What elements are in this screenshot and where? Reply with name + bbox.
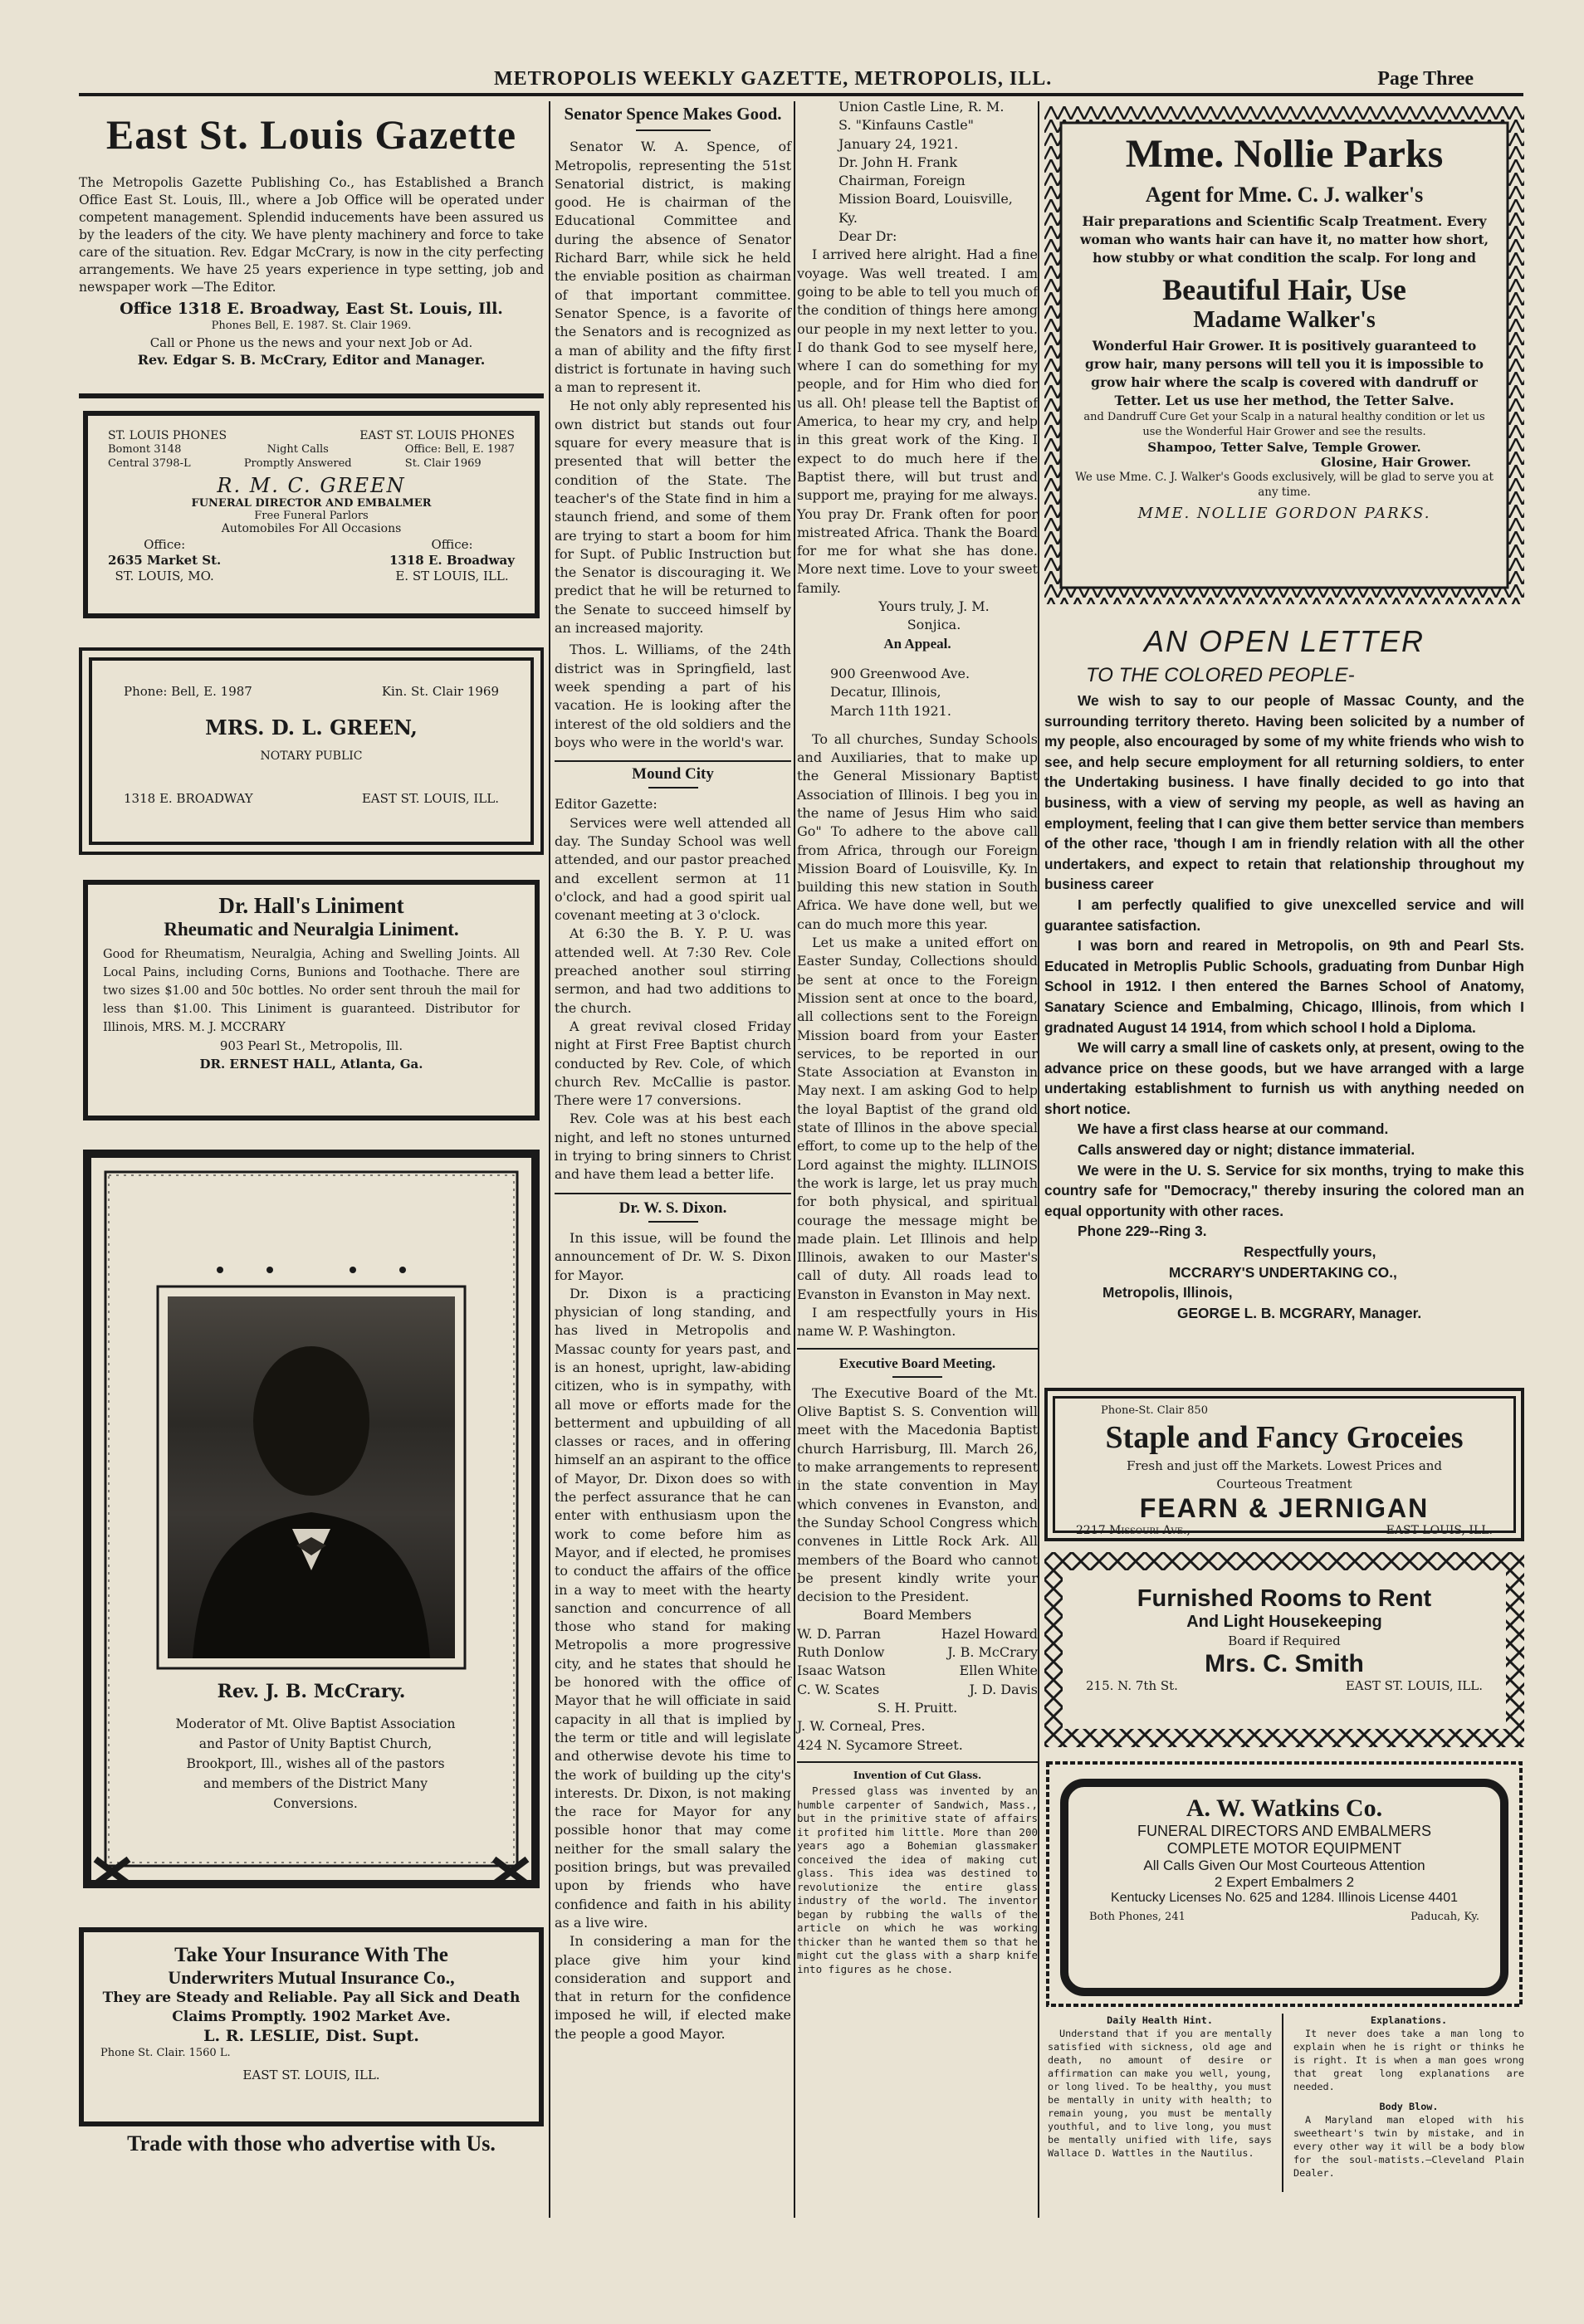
rooms-address: 215. N. 7th St. — [1086, 1678, 1178, 1693]
liniment-address: 903 Pearl St., Metropolis, Ill. — [219, 1038, 403, 1053]
parks-name: Mme. Nollie Parks — [1125, 132, 1444, 176]
letter-recipient: Dr. John H. Frank Chairman, Foreign Mission Board, Louisville, Ky. — [838, 154, 1013, 226]
board-address: 424 N. Sycamore Street. — [797, 1736, 963, 1753]
board-member: Ruth Donlow — [797, 1644, 885, 1661]
board-member: W. D. Parran — [797, 1625, 881, 1642]
headline-rule — [636, 129, 711, 131]
explanations-body: It never does take a man long to explain when he is right or thinks he is right. It is when a man goes wrong that great long explanations are needed. — [1293, 2028, 1524, 2092]
gazette-body: The Metropolis Gazette Publishing Co., has Established a Branch Office East St. Louis, Ill., where a Job Office will be operated under competent management. Splendid inducements have been assured us by the leaders of the city. We have plenty machinery and force to take care of the situation. Rev. Edgar McCrary, is now in the city perfecting arrangements. We have 25 years experience in type setting, job and newspaper work —The Editor. — [79, 175, 544, 295]
column-2 — [555, 98, 791, 2043]
portrait-frame — [79, 1145, 544, 1892]
parks-body4: Shampoo, Tetter Salve, Temple Grower. — [1147, 440, 1421, 455]
parks-agent: Agent for Mme. C. J. walker's — [1145, 183, 1424, 207]
parks-body6: We use Mme. C. J. Walker's Goods exclusively, will be glad to serve you at any time. — [1075, 471, 1494, 499]
office-address: 2635 Market St. — [108, 553, 222, 568]
article-paragraph: In this issue, will be found the announcement of Dr. W. S. Dixon for Mayor. — [555, 1229, 791, 1283]
insurance-phone: Phone St. Clair. 1560 L. — [100, 2047, 231, 2059]
gazette-ad — [79, 100, 544, 398]
headline-rule — [648, 787, 698, 788]
board-member-row — [797, 1662, 1038, 1680]
headline-cut-glass: Invention of Cut Glass. — [853, 1769, 982, 1781]
green-autos: Automobiles For All Occasions — [221, 522, 402, 535]
board-member-row — [797, 1625, 1038, 1643]
insurance-title: Take Your Insurance With The — [174, 1944, 448, 1966]
article-paragraph: Rev. Cole was at his best each night, and left no stones unturned in trying to bring sinners to Christ and have them lead a better life. — [555, 1111, 791, 1183]
night-calls: Night Calls — [266, 443, 329, 456]
letter-phone: Phone 229--Ring 3. — [1078, 1223, 1207, 1240]
gazette-office: Office 1318 E. Broadway, East St. Louis, Ill. — [120, 300, 503, 318]
watkins-city: Paducah, Ky. — [1410, 1911, 1479, 1923]
parks-sign: MME. NOLLIE GORDON PARKS. — [1137, 505, 1431, 522]
notary-city: EAST ST. LOUIS, ILL. — [361, 791, 499, 806]
watkins-t1: FUNERAL DIRECTORS AND EMBALMERS — [1137, 1823, 1432, 1839]
liniment-body: Good for Rheumatism, Neuralgia, Aching and Swelling Joints. All Local Pains, including Corns, Bunions and Toothache. There are two sizes $1.00 and 50c bottles. No order sent throuh the mail for less than $1.00. This Liniment is guaranteed. Distributor for Illinois, MRS. M. J. MCCRARY — [103, 948, 520, 1034]
open-letter-salutation: TO THE COLORED PEOPLE- — [1086, 664, 1355, 686]
parks-body5: Glosine, Hair Grower. — [1320, 455, 1471, 470]
office-city: ST. LOUIS, MO. — [115, 569, 214, 583]
headline-executive-board: Executive Board Meeting. — [838, 1355, 996, 1371]
hints-divider — [1282, 2014, 1283, 2192]
letter-salutation: Dear Dr: — [838, 228, 897, 245]
health-hint-body: Understand that if you are mentally satisfied with sickness, old age and death, no amount of desire or affirmation can make you well, young, or long lived. To be healthy, you must be mentally in unity with health; to remain young, you must be mentally youthful, and to live long, you must be mentally unified with life, says Wallace D. Wattles in the Nautilus. — [1048, 2028, 1272, 2159]
article-rule — [797, 1348, 1038, 1350]
open-letter-title: AN OPEN LETTER — [1143, 624, 1425, 658]
headline-rule — [892, 1376, 942, 1378]
rooms-ad — [1044, 1552, 1524, 1747]
liniment-title: Dr. Hall's Liniment — [218, 893, 404, 918]
green-title: FUNERAL DIRECTOR AND EMBALMER — [191, 497, 432, 510]
article-paragraph: He not only ably represented his own district but stands out four square for every measure that is presented that will better the condition of the State. The teacher's of the State find in him a staunch friend, and some of them are trying to start a boom for him for Supt. of Public Instruction but the Senator is discouraging it. We predict that he will be returned to the Senate to succeed himself by an increased majority. — [555, 398, 791, 637]
letter-paragraph: I was born and reared in Metropolis, on 9th and Pearl Sts. Educated in Metroplis Public Schools, graduating from Dunbar High School in 1912. I then entered the Barnes School of Anatomy, Sanatary Science and Embalming, Chicago, Illinois, from which I gradnated August 14 1914, from which school I hold a Diploma. — [1044, 937, 1524, 1036]
article-paragraph: Senator W. A. Spence, of Metropolis, representing the 51st Senatorial district, is making good. He is chairman of the Educational Committee and during the absence of Senator Richard Barr, while sick he held the enviable position as chairman of that important committee. Senator Spence, is a favorite of the Senators and is recognized as a man of ability and the fifty first district is fortunate in having such a man to represent it. — [555, 139, 791, 396]
rooms-subtitle: And Light Housekeeping — [1186, 1613, 1382, 1631]
east-st-louis-phones-label: EAST ST. LOUIS PHONES — [359, 429, 515, 442]
article-rule — [555, 760, 791, 762]
masthead-rule — [79, 93, 1523, 96]
letter-sign: Yours truly, J. M. Sonjica. — [878, 598, 990, 633]
watkins-ad — [1044, 1760, 1524, 2009]
board-member: C. W. Scates — [797, 1681, 880, 1697]
parks-ad — [1044, 106, 1524, 604]
board-member: S. H. Pruitt. — [877, 1699, 958, 1716]
notary-title: NOTARY PUBLIC — [260, 749, 363, 763]
letter-paragraph: We have a first class hearse at our command. — [1078, 1120, 1389, 1138]
article-paragraph: Dr. Dixon is a practicing physician of long standing, and has lived in Metropolis and Massac county for years past, and is an honest, upright, law-abiding citizen, who is in sympathy, with all move or efforts made for the betterment and upbuilding of all classes or races, and in offering himself an an aspirant to the office of Mayor, Dr. Dixon does so with the perfect assurance that he can enter with enthusiasm upon the work to come before him as Mayor, and if elected, he promises to conduct the affairs of the office in a way to meet with the hearty sanction and concurrence of all those who stand for making Metropolis a more progressive city, and he states that should he be honored with the office of Mayor that he will officiate in said capacity in all that is implied by the term or title and will legislate and otherwise devote his time to the work of building up the city's interests. Dr. Dixon, is not making the race for Mayor for any possible honor that may come neither for the small salary the position brings, but was prevailed upon by friends who have confidence and faith in his ability as a live wire. — [555, 1285, 791, 1931]
watkins-t3: All Calls Given Our Most Courteous Attention — [1143, 1858, 1425, 1873]
rooms-city: EAST ST. LOUIS, ILL. — [1345, 1678, 1483, 1693]
fearn-phone: Phone-St. Clair 850 — [1101, 1404, 1208, 1417]
column-3 — [797, 98, 1038, 1976]
office-address: 1318 E. Broadway — [389, 553, 515, 568]
liniment-sign: DR. ERNEST HALL, Atlanta, Ga. — [199, 1057, 423, 1072]
fearn-name: FEARN & JERNIGAN — [1139, 1493, 1430, 1523]
appeal-address: 900 Greenwood Ave. Decatur, Illinois, March 11th 1921. — [830, 665, 970, 719]
headline-rule — [648, 1221, 698, 1223]
insurance-subtitle: Underwriters Mutual Insurance Co., — [168, 1967, 455, 1988]
rooms-name: Mrs. C. Smith — [1205, 1650, 1364, 1677]
office-label: Office: — [431, 537, 473, 552]
board-member-row — [797, 1681, 1038, 1699]
masthead-title: METROPOLIS WEEKLY GAZETTE, METROPOLIS, ILL. — [494, 68, 1053, 90]
article-rule — [555, 1193, 791, 1194]
board-members-heading: Board Members — [863, 1607, 972, 1623]
parks-big2: Madame Walker's — [1193, 307, 1376, 333]
article-paragraph: I am respectfully yours in His name W. P. Washington. — [797, 1305, 1038, 1340]
article-paragraph: Services were well attended all day. The Sunday School was well attended, and our pastor preached and excellent sermon at 11 o'clock, and had a good spirit ual covenant meeting at 3 o'clock. — [555, 814, 791, 924]
watkins-phones: Both Phones, 241 — [1089, 1911, 1186, 1923]
phone-line: Office: Bell, E. 1987 — [404, 443, 515, 456]
letter-company: MCCRARY'S UNDERTAKING CO., — [1169, 1263, 1397, 1281]
green-parlors: Free Funeral Parlors — [254, 510, 369, 522]
fearn-tagline2: Courteous Treatment — [1216, 1477, 1352, 1492]
parks-body: Hair preparations and Scientific Scalp Treatment. Every woman who wants hair can have it, no matter how short, how stubby or what condition the scalp. For long and — [1080, 213, 1489, 266]
fearn-address: 2217 Missouri Ave., — [1076, 1524, 1190, 1537]
gazette-phones: Phones Bell, E. 1987. St. Clair 1969. — [211, 320, 412, 332]
letter-paragraph: We wish to say to our people of Massac County, and the surrounding territory thereto. Having been solicited by a number of my people, also encouraged by some of my white friends who wish to see, and help secure employment for all returning soldiers, to enter the Undertaking business. I have finally decided to go into that business, with a view of serving my people, as well as having an employment, feeling that I can give them better service than members of the other race, 'though I am in friendly relation with all the other undertakers, and expect to retain that relationship throughout my business career — [1044, 692, 1524, 893]
fearn-tagline: Fresh and just off the Markets. Lowest Prices and — [1126, 1458, 1443, 1473]
board-member: Isaac Watson — [797, 1662, 886, 1679]
article-paragraph: Let us make a united effort on Easter Sunday, Collections should be sent at once to the Foreign Mission sent at once to the board, all collections sent to the Foreign Mission board from your Easter services, to be reported in our State Association at Evanston in May next. I am asking God to help the loyal Baptist of the grand old state of Illinos in the above special effort, to come up to the help of the Lord against the mighty. ILLINOIS the work is large, let us pray much for both physical, and spiritual courage the message might be made plain. Let Illinois and help Illinois, awaken to our Master's call of duty. All roads lead to Evanston in Evanston in May next. — [797, 935, 1038, 1302]
notary-phone: Kin. St. Clair 1969 — [381, 684, 499, 699]
article-paragraph: I arrived here alright. Had a fine voyage. Was well treated. I am going to be able to tell you much of the condition of things here among our people in my next letter to you. I do thank God to see myself here, where I can do something for my people, and for Him who died for us all. Oh! please tell the Baptist of America, to hear my cry, and help in this great work of the King. I expect to do much here if the Baptist there, will but trust and support me, praying for me always. You pray Dr. Frank often for poor mistreated Africa. Thank the Board for me for what she has done. More next time. Love to your sweet family. — [797, 247, 1038, 596]
notary-ad — [79, 647, 544, 855]
liniment-subtitle: Rheumatic and Neuralgia Liniment. — [164, 919, 459, 940]
gazette-call: Call or Phone us the news and your next Job or Ad. — [149, 335, 473, 350]
article-paragraph: In considering a man for the place give him your kind consideration and support and that in return for the confidence imposed he will, if elected make the people a good Mayor. — [555, 1933, 791, 2042]
letter-paragraph: We will carry a small line of caskets only, at present, owing to the advance price on these goods, but we have arranged with a large undertaking establishment to furnish us with anything needed on short notice. — [1044, 1039, 1524, 1117]
fearn-ad — [1044, 1388, 1524, 1541]
watkins-title: A. W. Watkins Co. — [1186, 1794, 1383, 1822]
letter-paragraph: I am perfectly qualified to give unexcelled service and will guarantee satisfaction. — [1044, 896, 1524, 934]
body-blow-body: A Maryland man eloped with his sweetheart's twin by mistake, and in every other way it will be a body blow for the soul-matists.—Cleveland Plain Dealer. — [1293, 2114, 1524, 2179]
insurance-agent: L. R. LESLIE, Dist. Supt. — [203, 2027, 419, 2045]
parks-big: Beautiful Hair, Use — [1162, 273, 1406, 306]
green-name: R. M. C. GREEN — [217, 474, 406, 497]
notary-phone: Phone: Bell, E. 1987 — [124, 684, 252, 699]
portrait-photo — [168, 1296, 455, 1658]
letter-paragraph: We were in the U. S. Service for six months, trying to make this country safe for "Democracy," thereby insuring the colored man an equal opportunity with other races. — [1044, 1161, 1524, 1219]
promptly-answered: Promptly Answered — [243, 457, 352, 470]
board-member: Ellen White — [959, 1662, 1038, 1679]
article-paragraph: A great revival closed Friday night at First Free Baptist church conducted by Rev. Cole, of which church Rev. McCallie is pastor. There were 17 conversions. — [555, 1018, 791, 1109]
portrait-name: Rev. J. B. McCrary. — [217, 1681, 406, 1702]
article-paragraph: The Executive Board of the Mt. Olive Baptist S. S. Convention will meet with the Macedonia Baptist church Harrisburg, Ill. March 26, to make arrangements to represent in the state convention in May which convenes in Evanston, and the Sunday School Congress which convenes in Little Rock Ark. All members of the Board who cannot be present kindly write your decision to the President. — [797, 1384, 1038, 1605]
salutation: Editor Gazette: — [555, 796, 658, 813]
office-label: Office: — [144, 537, 186, 552]
board-member: Hazel Howard — [941, 1625, 1038, 1642]
article-paragraph: To all churches, Sunday Schools and Auxiliaries, that to make up the General Missionary Baptist Association of Illinois. I beg you in the name of Jesus Him who said Go" To adhere to the above call from Africa, through our Foreign Mission Board of Louisville, Ky. In building this new station in South Africa. We have done well, but we can do much more this year. — [797, 730, 1038, 932]
st-louis-phones-label: ST. LOUIS PHONES — [108, 429, 227, 442]
notary-name: MRS. D. L. GREEN, — [205, 715, 418, 740]
column-rule — [1038, 101, 1039, 2218]
letter-paragraph: Calls answered day or night; distance immaterial. — [1078, 1141, 1415, 1159]
liniment-ad — [83, 880, 540, 1120]
gazette-title: East St. Louis Gazette — [105, 111, 517, 158]
watkins-t5: Kentucky Licenses No. 625 and 1284. Illinois License 4401 — [1110, 1891, 1459, 1905]
gazette-sign: Rev. Edgar S. B. McCrary, Editor and Manager. — [137, 352, 486, 368]
notary-address: 1318 E. BROADWAY — [124, 791, 253, 806]
article-rule — [797, 1761, 1038, 1763]
health-hint-heading: Daily Health Hint. — [1107, 2014, 1213, 2026]
green-funeral-ad — [83, 411, 540, 618]
article-paragraph: At 6:30 the B. Y. P. U. was attended well. At 7:30 Rev. Cole preached another soul stirring sermon, and had two additions to the church. — [555, 925, 791, 1016]
insurance-ad — [79, 1927, 544, 2126]
column-rule — [549, 101, 550, 2218]
board-president: J. W. Corneal, Pres. — [797, 1718, 926, 1735]
portrait-silhouette — [168, 1296, 455, 1658]
phone-line: St. Clair 1969 — [404, 457, 482, 470]
column-rule — [794, 101, 795, 2218]
watkins-t2: COMPLETE MOTOR EQUIPMENT — [1166, 1840, 1402, 1857]
phone-line: Central 3798-L — [108, 457, 191, 470]
phone-line: Bomont 3148 — [108, 443, 182, 456]
board-member-row — [797, 1643, 1038, 1662]
headline-dixon: Dr. W. S. Dixon. — [618, 1199, 727, 1217]
article-paragraph: Thos. L. Williams, of the 24th district was in Springfield, last week spending a part of his vacation. He is looking after the interest of the old soldiers and the boys who were in the world's war. — [555, 642, 791, 750]
explanations-heading: Explanations. — [1370, 2014, 1448, 2026]
insurance-body: They are Steady and Reliable. Pay all Sick and Death Claims Promptly. 1902 Market Ave. — [102, 1990, 521, 2025]
watkins-t4: 2 Expert Embalmers 2 — [1214, 1874, 1355, 1890]
board-member: J. D. Davis — [969, 1681, 1038, 1697]
letter-manager: GEORGE L. B. MCGRARY, Manager. — [1177, 1304, 1422, 1321]
article-paragraph: Pressed glass was invented by an humble carpenter of Sandwich, Mass., but in the primitive state of affairs it profited him little. More than 200 years ago a Bohemian glassmaker conceived the idea of making cut glass. This idea was destined to revolutionize the entire glass industry of the world. The inventor began by rubbing the walls of the article on which he was working thicker than he wanted them so that he might cut the glass with a sharp knife into figures as he chose. — [797, 1784, 1038, 1975]
fearn-title: Staple and Fancy Groceies — [1105, 1420, 1464, 1455]
headline-appeal: An Appeal. — [883, 635, 951, 652]
rooms-title: Furnished Rooms to Rent — [1137, 1585, 1432, 1612]
fearn-city: EAST LOUIS, ILL. — [1386, 1524, 1493, 1537]
board-member: J. B. McCrary — [947, 1644, 1038, 1661]
letter-header: Union Castle Line, R. M. S. "Kinfauns Castle" January 24, 1921. — [838, 99, 1005, 152]
letter-closing: Respectfully yours, — [1244, 1243, 1376, 1261]
headline-mound-city: Mound City — [632, 765, 714, 784]
body-blow-heading: Body Blow. — [1379, 2101, 1439, 2112]
office-city: E. ST LOUIS, ILL. — [395, 569, 509, 583]
open-letter — [1044, 624, 1524, 1371]
insurance-city: EAST ST. LOUIS, ILL. — [242, 2068, 380, 2082]
parks-body2: Wonderful Hair Grower. It is positively guaranteed to grow hair, many persons will tell you it is impossible to grow hair where the scalp is covered with dandruff or Tetter. Let us use her method, the Tetter Salve. — [1085, 338, 1484, 408]
rooms-board: Board if Required — [1228, 1633, 1341, 1648]
trade-line: Trade with those who advertise with Us. — [127, 2131, 496, 2156]
page-number: Page Three — [1377, 68, 1474, 90]
headline-spence: Senator Spence Makes Good. — [564, 104, 782, 124]
parks-body3: and Dandruff Cure Get your Scalp in a natural healthy condition or let us use the Wonderful Hair Grower and see the results. — [1083, 411, 1485, 438]
hints-section — [1048, 2014, 1524, 2196]
letter-city: Metropolis, Illinois, — [1102, 1284, 1233, 1301]
portrait-caption: Moderator of Mt. Olive Baptist Association and Pastor of Unity Baptist Church, Brookport, Ill., wishes all of the pastors and members of the District Many Conversions. — [175, 1716, 456, 1811]
